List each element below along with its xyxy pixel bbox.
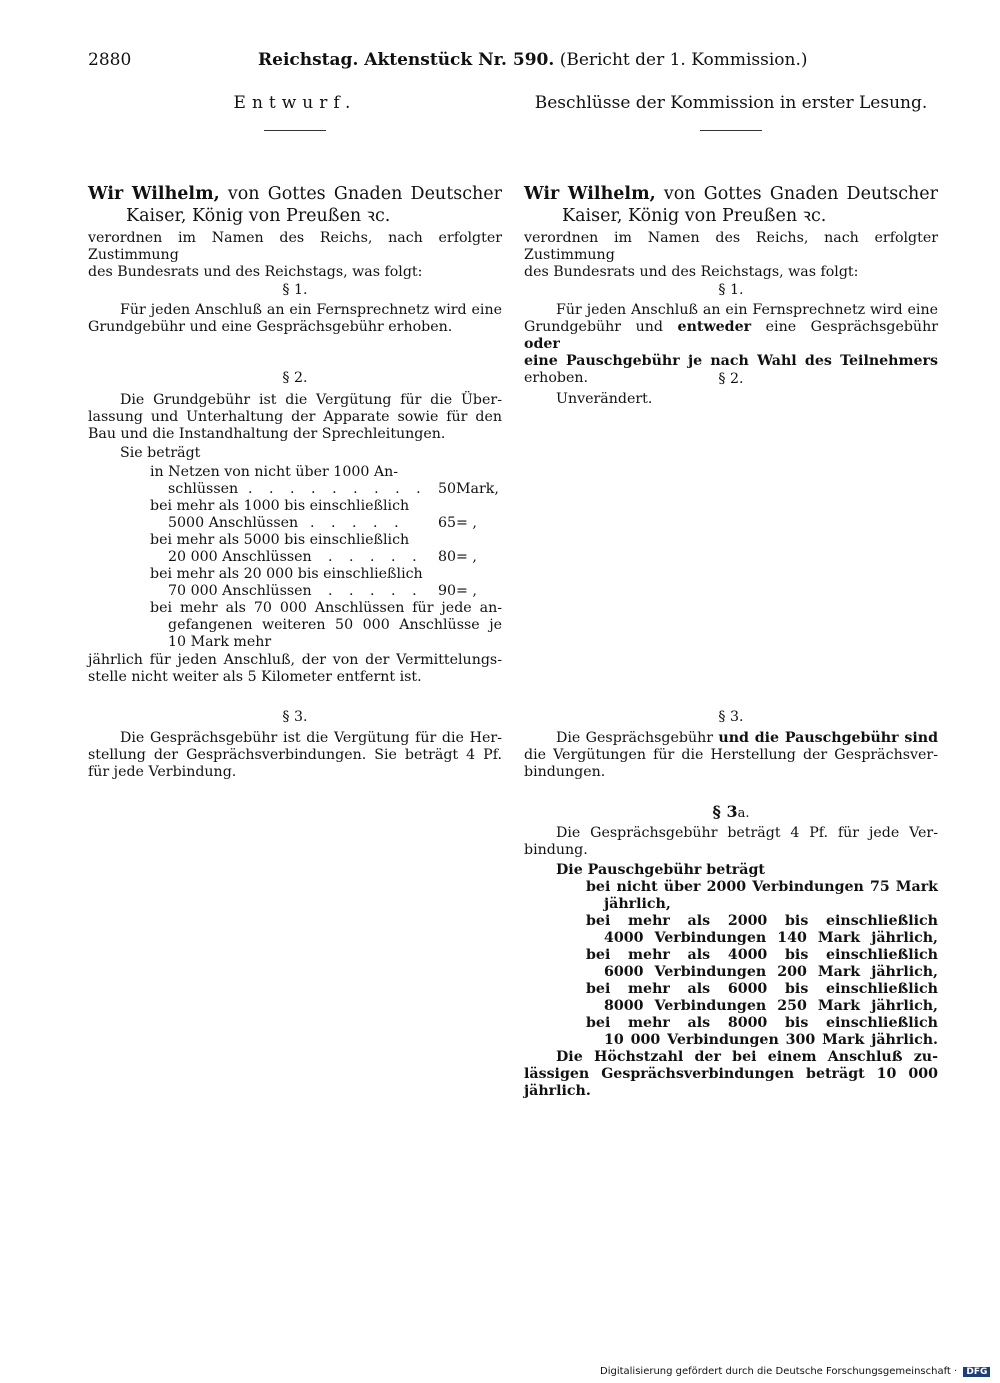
section-2-line-2: lassung und Unterhaltung der Apparate sowie für den [88,409,502,425]
preamble-kaiser-line: Kaiser, König von Preußen ꝛc. [562,206,827,226]
tariff-row: 70 000 Anschlüssen . . . . . 90 = , [168,583,477,599]
section-3-line-2: die Vergütungen für die Herstellung der Gesprächsver- [524,747,938,763]
page-header [88,50,940,78]
emph-oder: oder [524,336,560,352]
section-3a [524,803,938,1100]
preamble-wir-line [524,183,938,205]
tariff-row: bei mehr als 1000 bis einschließlich [150,498,410,514]
pauschgebuehr-block [524,862,938,1100]
section-3a-line-2: bindung. [524,842,588,858]
running-head-sub: (Bericht der 1. Kommission.) [559,50,808,70]
section-3-line-2: stellung der Gesprächsverbindungen. Sie beträgt 4 Pf. [88,747,502,763]
section-2 [88,370,502,686]
section-2-line-1: Die Grundgebühr ist die Vergütung für die Über- [120,392,502,408]
tariff-row: 10 Mark mehr [168,634,272,650]
section-2-tail-1: jährlich für jeden Anschluß, der von der Vermittelungs- [88,652,502,668]
tariff-row: bei mehr als 70 000 Anschlüssen für jede an- [150,600,502,616]
intro-line-1: verordnen im Namen des Reichs, nach erfolgter Zustimmung [524,230,938,263]
heading-rule [264,130,326,131]
tariff-row: schlüssen . . . . . . . . . 50 Mark, [168,481,499,497]
digitization-credit: Digitalisierung gefördert durch die Deutsche Forschungsgemeinschaft · DFG [600,1366,990,1377]
pausch-line: bei mehr als 2000 bis einschließlich [586,913,938,929]
left-column-heading: Entwurf. [233,93,357,113]
pausch-line: 8000 Verbindungen 250 Mark jährlich, [604,998,938,1014]
section-3a-line-1: Die Gesprächsgebühr beträgt 4 Pf. für jede Ver- [556,825,938,841]
section-2-unchanged: Unverändert. [556,391,653,407]
hoechstzahl-line: jährlich. [524,1083,591,1099]
tariff-amount: 65 [438,515,457,531]
intro-line-1: verordnen im Namen des Reichs, nach erfolgter Zustimmung [88,230,502,263]
section-2-sie-betraegt: Sie beträgt [120,445,201,461]
section-1-line-3: eine Pauschgebühr je nach Wahl des Teilnehmers [524,353,938,369]
section-1-title: § 1. [718,282,744,298]
heading-rule [700,130,762,131]
section-1-title: § 1. [282,282,308,298]
pausch-line: 6000 Verbindungen 200 Mark jährlich, [604,964,938,980]
section-3-line-1: Die Gesprächsgebühr und die Pauschgebühr sind [556,730,938,746]
intro-line-2: des Bundesrats und des Reichstags, was folgt: [88,264,423,280]
page-number: 2880 [88,50,132,70]
section-3a-title: § 3a. [712,802,750,821]
section-2 [524,371,938,408]
hoechstzahl-line: Die Höchstzahl der bei einem Anschluß zu- [556,1049,938,1065]
section-3-line-1: Die Gesprächsgebühr ist die Vergütung für die Her- [120,730,502,746]
section-1 [88,282,502,336]
intro-line-2: des Bundesrats und des Reichstags, was folgt: [524,264,859,280]
section-2-title: § 2. [282,370,308,386]
credit-text: Digitalisierung gefördert durch die Deutsche Forschungsgemeinschaft [600,1366,951,1377]
section-2-title: § 2. [718,371,744,387]
running-head-main: Reichstag. Aktenstück Nr. 590. [258,50,555,70]
section-1-line-2: Grundgebühr und entweder eine Gesprächsgebühr oder [524,319,938,352]
tariff-amount: 80 [438,549,457,565]
tariff-row: gefangenen weiteren 50 000 Anschlüsse je [168,617,502,633]
running-head [258,50,808,70]
section-2-line-3: Bau und die Instandhaltung der Sprechleitungen. [88,426,446,442]
section-2-tail-2: stelle nicht weiter als 5 Kilometer entfernt ist. [88,669,422,685]
right-column-heading: Beschlüsse der Kommission in erster Lesung. [534,93,928,113]
section-3 [524,709,938,781]
preamble-intro [88,230,502,281]
preamble-kaiser-line: Kaiser, König von Preußen ꝛc. [126,206,391,226]
pausch-line: 10 000 Verbindungen 300 Mark jährlich. [604,1032,938,1048]
right-column [524,93,939,1099]
section-1-line-1: Für jeden Anschluß an ein Fernsprechnetz wird eine [556,302,938,318]
section-3-title: § 3. [718,709,744,725]
pausch-line: bei mehr als 8000 bis einschließlich [586,1015,938,1031]
preamble-wir-line [88,183,502,205]
tariff-row: 5000 Anschlüssen . . . . . 65 = , [168,515,477,531]
section-1-line-4: erhoben. [524,370,588,386]
section-3 [88,709,502,781]
wir-wilhelm: Wir Wilhelm, [88,184,220,204]
pausch-line: bei mehr als 4000 bis einschließlich [586,947,938,963]
tariff-row: 20 000 Anschlüssen . . . . . 80 = , [168,549,477,565]
pausch-line: jährlich, [604,896,671,912]
section-3-title: § 3. [282,709,308,725]
pausch-head: Die Pauschgebühr beträgt [556,862,765,878]
wir-rest: von Gottes Gnaden Deutscher [219,184,503,204]
section-1-line-1: Für jeden Anschluß an ein Fernsprechnetz wird eine [120,302,502,318]
wir-wilhelm: Wir Wilhelm, [524,184,656,204]
tariff-amount: 50 [438,481,457,497]
section-1-line-2: Grundgebühr und eine Gesprächsgebühr erhoben. [88,319,453,335]
section-3-line-3: für jede Verbindung. [88,764,237,780]
pausch-line: bei nicht über 2000 Verbindungen 75 Mark [586,879,938,895]
emph-entweder: entweder [677,319,752,335]
emph-pauschgebuehr: und die Pauschgebühr sind [718,730,938,746]
pausch-line: bei mehr als 6000 bis einschließlich [586,981,938,997]
tariff-row: in Netzen von nicht über 1000 An- [150,464,399,480]
preamble-intro [524,230,938,281]
tariff-row: bei mehr als 20 000 bis einschließlich [150,566,423,582]
tariff-amount: 90 [438,583,457,599]
tariff-table [88,464,502,651]
tariff-row: bei mehr als 5000 bis einschließlich [150,532,410,548]
wir-rest: von Gottes Gnaden Deutscher [655,184,939,204]
pausch-line: 4000 Verbindungen 140 Mark jährlich, [604,930,938,946]
left-column [88,93,503,780]
hoechstzahl-line: lässigen Gesprächsverbindungen beträgt 10 000 [524,1066,938,1082]
dfg-logo: DFG [963,1367,990,1377]
section-3-line-3: bindungen. [524,764,606,780]
